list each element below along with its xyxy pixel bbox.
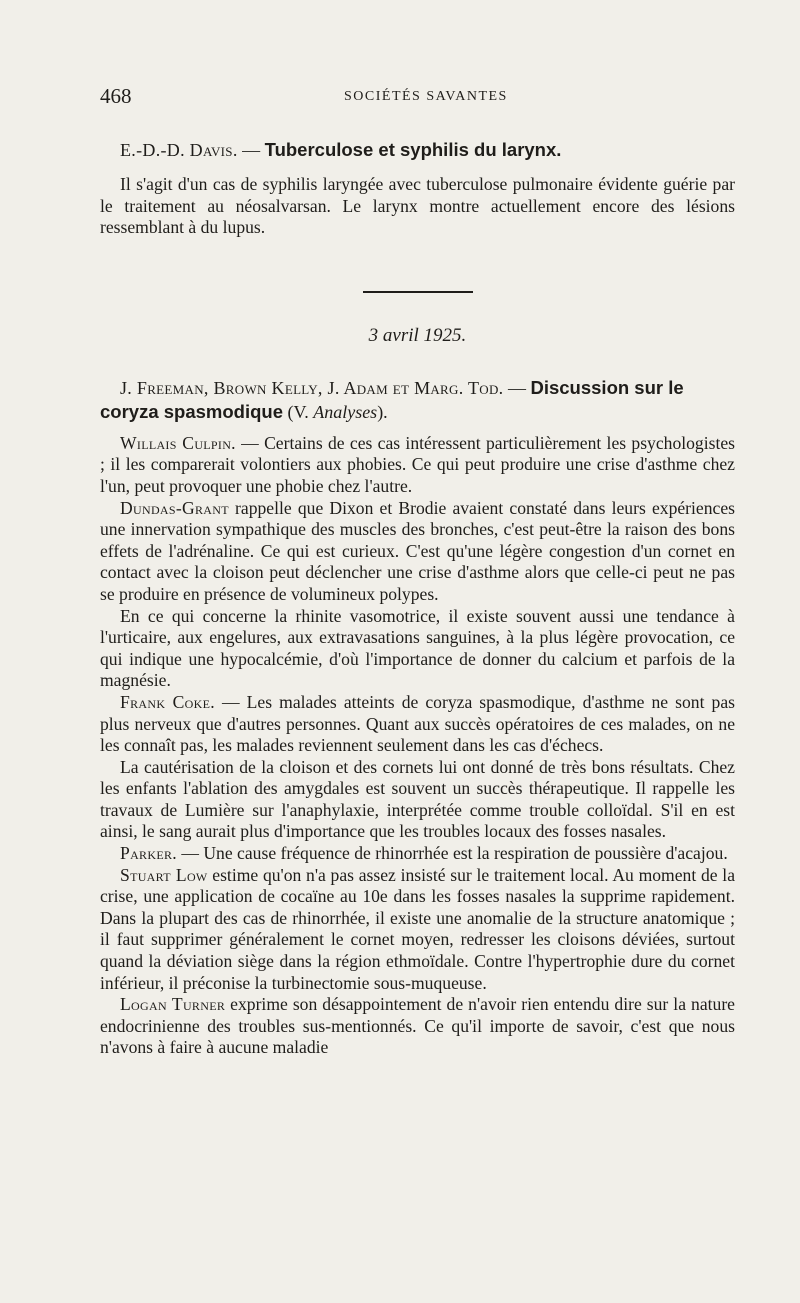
speaker-name: Dundas-Grant xyxy=(120,497,229,518)
communication-title-1 xyxy=(100,138,735,162)
paragraph-text: La cautérisation de la cloison et des cornets lui ont donné de très bons résultats. Chez les enfants l'ablation des amygdales est souvent un succès thérapeutique. Il rappelle les travaux de Lumière sur l'anaphylaxie, interprétée comme trouble colloïdal. S'il en est ainsi, le sang aurait plus d'importance que les troubles locaux des fosses nasales. xyxy=(100,756,735,842)
paragraph-text: — Les malades atteints de coryza spasmodique, d'asthme ne sont pas plus nerveux que d'autres personnes. Quant aux succès opératoires de ces malades, on ne les connaît pas, les malades reviennent seulement dans les cas d'échecs. xyxy=(100,691,736,756)
paragraph-rhinite xyxy=(100,606,735,692)
speaker-name: Parker. xyxy=(120,843,177,864)
paragraph-cauterisation xyxy=(100,757,735,843)
running-title: SOCIÉTÉS SAVANTES xyxy=(344,89,508,104)
paragraph-stuart-low xyxy=(100,865,735,995)
paragraph-text: exprime son désappointement de n'avoir rien entendu dire sur la nature endocrinienne des troubles sus-mentionnés. Ce qu'il importe de savoir, c'est que nous n'avons à faire à aucune maladie xyxy=(100,994,735,1058)
page-number: 468 xyxy=(100,84,132,108)
article-body xyxy=(100,138,735,1059)
communication-body-1: Il s'agit d'un cas de syphilis laryngée avec tuberculose pulmonaire évidente guérie par le traitement au néosalvarsan. Le larynx montre actuellement encore des lésions ressemblant à du lupus. xyxy=(100,174,735,238)
session-date: 3 avril 1925. xyxy=(368,324,467,346)
communication-title: Tuberculose et syphilis du larynx. xyxy=(264,139,562,160)
page-header xyxy=(100,84,735,110)
author-name: E.-D.-D. Davis. xyxy=(120,140,238,160)
speaker-name: Frank Coke. xyxy=(120,691,215,712)
speaker-name: Logan Turner xyxy=(120,994,226,1015)
communication-title-2 xyxy=(100,376,735,424)
authors-list: J. Freeman, Brown Kelly, J. Adam et Marg. Tod. xyxy=(120,377,504,398)
section-divider xyxy=(363,291,473,293)
paragraph-text: estime qu'on n'a pas assez insisté sur le traitement local. Au moment de la crise, une application de cocaïne au 10e dans les fosses nasales la supprime rapidement. Dans la plupart des cas de rhinorrhée, il existe une anomalie de la structure anatomique ; il faut supprimer généralement le cornet moyen, redresser les cloisons déviées, surtout quand la déviation siège dans la région ethmoïdale. Contre l'hypertrophie dure du cornet inférieur, il préconise la turbinectomie sous-muqueuse. xyxy=(100,864,736,993)
paragraph-text: — Certains de ces cas intéressent particulièrement les psychologistes ; il les comparerait volontiers aux phobies. Ce qui peut produire une crise d'asthme chez l'un, peut provoquer une phobie chez l'autre. xyxy=(100,432,735,496)
paragraph-text: — Une cause fréquence de rhinorrhée est la respiration de poussière d'acajou. xyxy=(176,843,728,864)
title-dash: — xyxy=(237,140,265,160)
paragraph-text: rappelle que Dixon et Brodie avaient constaté dans leurs expériences une innervation sympathique des muscles des bronches, c'est peut-être la raison des bons effets de l'adrénaline. Ce qui est curieux. C'est qu'une légère congestion d'un cornet en contact avec la cloison peut déclencher une crise d'asthme alors que celle-ci peut ne pas se produire en présence de volumineux polypes. xyxy=(100,497,735,604)
paragraph-dundas-grant xyxy=(100,498,735,606)
paragraph-logan-turner xyxy=(100,994,735,1059)
ref-open: (V. xyxy=(283,401,314,422)
ref-analyses: Analyses xyxy=(313,401,378,422)
paragraph-culpin xyxy=(100,433,735,498)
discussion-title: Discussion sur le coryza spasmodique xyxy=(100,376,684,422)
ref-close: ). xyxy=(377,401,388,422)
paragraph-text: En ce qui concerne la rhinite vasomotrice, il existe souvent aussi une tendance à l'urticaire, aux engelures, aux extravasations sanguines, à la plus légère provocation, ce qui indique une hypocalcémie, d'où l'importance de donner du calcium et parfois de la magnésie. xyxy=(100,605,735,691)
speaker-name: Willais Culpin. xyxy=(120,432,236,453)
title-dash: — xyxy=(503,377,531,398)
paragraph-coke xyxy=(100,692,735,757)
speaker-name: Stuart Low xyxy=(120,864,208,885)
paragraph-parker xyxy=(100,843,735,865)
